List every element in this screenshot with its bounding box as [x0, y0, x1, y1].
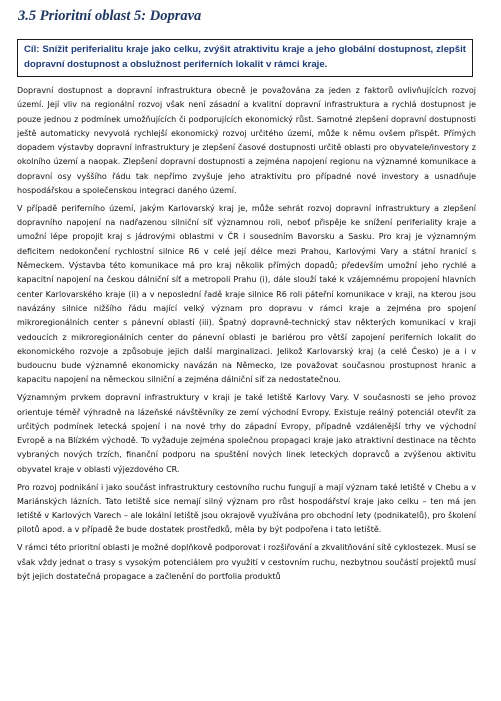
goal-box: Cíl: Snížit periferialitu kraje jako celku, zvýšit atraktivitu kraje a jeho globální dostupnost, zlepšit dopravní dostupnost a obslužnost periferních lokalit v rámci kraje.	[17, 39, 473, 77]
paragraph-transport-accessibility: Dopravní dostupnost a dopravní infrastruktura obecně je považována za jeden z faktorů ovlivňujících rozvoj území. Její vliv na regionální rozvoj však není zásadní a kvalitní dopravní infrastruktura a rychlá dostupnost je pouze jednou z podmínek umožňujících či podporujících ekonomický růst. Samotné zlepšení dopravní dostupnosti ještě automaticky nevyvolá rychlejší ekonomický rozvoj určitého území, může k němu ovšem přispět. Přímých dopadem výstavby dopravní infrastruktury je zlepšení časové dostupnosti určitě oblasti pro obyvatele/investory z okolního území a naopak. Zlepšení dopravní dostupnosti a zejména napojení regionu na významné komunikace a dopravní osy vyššího řádu tak nepřímo zvyšuje jeho atraktivitu pro případné nové investory a usnadňuje hospodářskou a společenskou integraci daného území.	[17, 86, 476, 196]
body-text	[17, 84, 476, 588]
paragraph-karlovy-vary-airport: Významným prvkem dopravní infrastruktury v kraji je také letiště Karlovy Vary. V současnosti se jeho provoz orientuje téměř výhradně na lázeňské návštěvníky ze zemí východní Evropy. Existuje reálný potenciál otevřít za určitých podmínek letecká spojení i na nové trhy do západní Evropy, případně vzdálenější trhy ve východní Evropě a na Blízkém východě. To vyžaduje zejména společnou propagaci kraje jako atraktivní destinace na těchto vybraných nových trzích, finanční podporu na spuštění nových linek leteckých dopravců a zvýšenou aktivitu obyvatel kraje v oblasti výjezdového CR.	[17, 393, 476, 474]
paragraph-regional-airports: Pro rozvoj podnikání i jako součást infrastruktury cestovního ruchu fungují a mají význam také letiště v Chebu a v Mariánských lázních. Tato letiště sice nemají silný význam pro růst hospodářství kraje jako celku – ten má jen letiště v Karlových Varech – ale lokální letiště jsou okrajově využívána pro obchodní lety (podnikatelů), pro školení pilotů apod. a v případě že bude dostatek prostředků, měla by být podpořena i tato letiště.	[17, 482, 476, 535]
section-heading: 3.5 Prioritní oblast 5: Doprava	[18, 8, 202, 24]
paragraph-peripheral-territory: V případě periferního území, jakým Karlovarský kraj je, může sehrát rozvoj dopravní infrastruktury a zlepšení dopravního napojení na nadřazenou silniční síť významnou roli, neboť přispěje ke snížení periferiality kraje a umožní lépe propojit kraj s jádrovými oblastmi v ČR i sousedním Bavorsku a Sasku. Pro kraj je významným deficitem nedokončení rychlostní silnice R6 v celé její délce mezi Prahou, Karlovými Vary a státní hranicí s Německem. Výstavba této komunikace má pro kraj několik přímých dopadů; především umožní jeho rychlé a kapacitní napojení na českou dálniční síť a metropoli Prahu (i), dále slouží také k vzájemnému propojení hlavních center Karlovarského kraje (ii) a v neposlední řadě kraje silnice R6 roli páteřní komunikace v kraji, na kterou jsou navázány silnice nižšího řádu mající velký význam pro dopravu v rámci kraje a zejména pro spojení mikroregionálních center s pánevní oblastí (iii). Špatný dopravně-technický stav některých komunikací v kraji vedoucích z mikroregionálních center do pánevní oblasti je bariérou pro větší zapojení periferních lokalit do ekonomického rozvoje a způsobuje jejich další marginalizaci. Jelikož Karlovarský kraj (a celé Česko) je a i v budoucnu bude významně ekonomicky navázán na Německo, lze považovat současnou prostupnost hranic a kapacitu napojení na německou silniční a zejména dálniční síť za nedostatečnou.	[17, 203, 476, 385]
paragraph-cycle-paths: V rámci této prioritní oblasti je možné doplňkově podporovat i rozšiřování a zkvalitňování sítě cyklostezek. Musí se však vždy jednat o trasy s vysokým potenciálem pro využití v cestovním ruchu, nezbytnou součástí projektů musí být jejich dostatečná propagace a začlenění do portfolia produktů	[17, 543, 476, 581]
